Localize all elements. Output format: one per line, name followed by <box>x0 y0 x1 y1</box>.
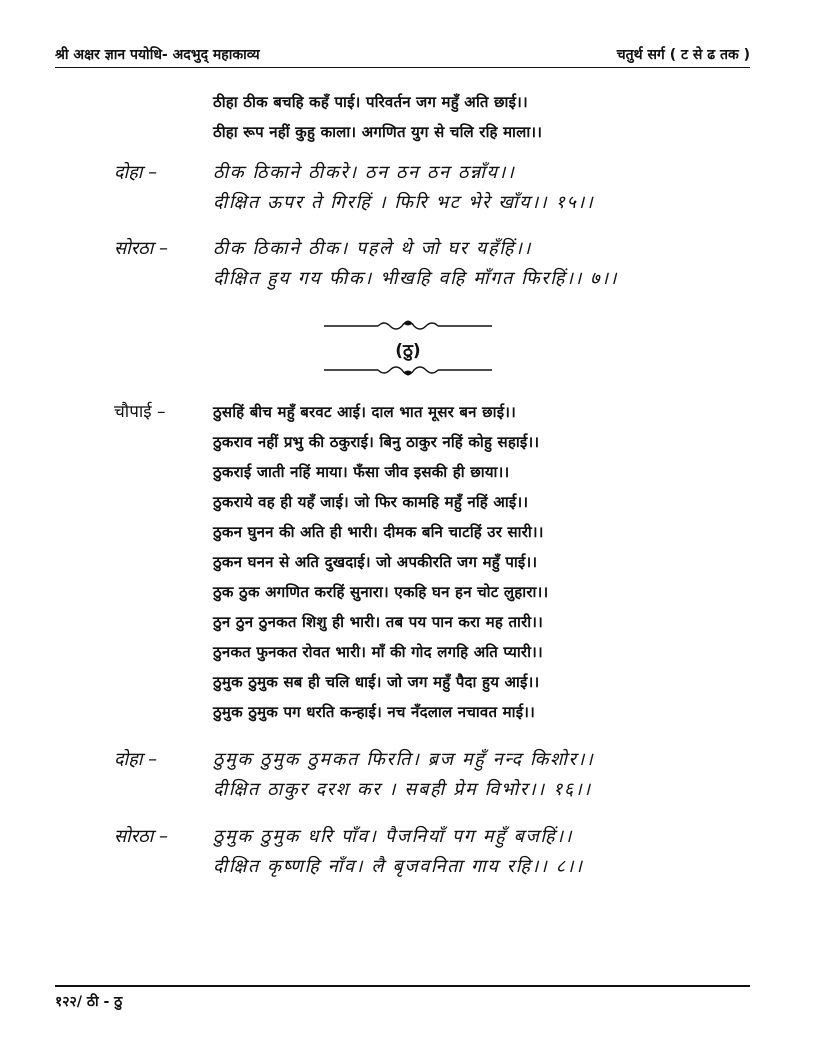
doha-block-2 <box>0 745 816 805</box>
verse-text: ठीहा ठीक बचहि कहँ पाई। परिवर्तन जग महुँ अति छाई।। <box>213 93 528 111</box>
top-ornament <box>320 316 496 334</box>
chaupai-block <box>0 397 816 727</box>
verse-text: ठीहा रूप नहीं कुहु काला। अगणित युग से चलि रहि माला।। <box>213 123 543 141</box>
verse-text: ठुकन घनन से अति दुखदाई। जो अपकीरति जग महुँ पाई।। <box>213 553 538 571</box>
verse-line <box>0 188 816 218</box>
soratha-block-2 <box>0 822 816 882</box>
verse-text: दीक्षित कृष्णहि नाँव। लै बृजवनिता गाय रहि।। ८।। <box>213 856 584 877</box>
verse-line <box>0 517 816 547</box>
doha-block-1 <box>0 158 816 218</box>
footer-divider <box>55 985 750 987</box>
verse-text: ठीक ठिकाने ठीक। पहले थे जो घर यहँहिं।। <box>213 238 532 259</box>
verse-text: ठुमुक ठुमुक पग धरति कन्हाई। नच नँदलाल नचावत माई।। <box>213 703 536 721</box>
verse-line <box>0 577 816 607</box>
verse-text: दीक्षित ऊपर ते गिरहिं । फिरि भट भेरे खाँय।। १५।। <box>213 192 595 213</box>
verse-text: ठुकन घुनन की अति ही भारी। दीमक बनि चाटहिं उर सारी।। <box>213 523 544 541</box>
verse-line <box>0 607 816 637</box>
verse-text: ठुन ठुन ठुनकत शिशु ही भारी। तब पय पान करा मह तारी।। <box>213 613 544 631</box>
chapter-title: चतुर्थ सर्ग ( ट से ढ तक ) <box>616 47 750 63</box>
verse-text: ठुकराव नहीं प्रभु की ठकुराई। बिनु ठाकुर नहिं कोहु सहाई।। <box>213 433 540 451</box>
verse-line <box>0 697 816 727</box>
verse-type-label: दोहा – <box>114 162 158 183</box>
verse-text: ठुमुक ठुमुक धरि पाँव। पैजनियाँ पग महुँ बजहिं।। <box>213 826 574 847</box>
verse-type-label: सोरठा – <box>114 826 169 847</box>
verse-line <box>0 637 816 667</box>
verse-line <box>0 117 816 147</box>
verse-text: ठीक ठिकाने ठीकरे। ठन ठन ठन ठन्नाँय।। <box>213 162 516 183</box>
verse-line <box>0 158 816 188</box>
verse-line <box>0 852 816 882</box>
verse-line <box>0 745 816 775</box>
verse-text: दीक्षित हुय गय फीक। भीखहि वहि माँगत फिरहिं।। ७।। <box>213 268 619 289</box>
page-header <box>55 40 750 64</box>
verse-line <box>0 427 816 457</box>
verse-line <box>0 547 816 577</box>
verse-type-label: सोरठा – <box>114 238 169 259</box>
verse-line <box>0 822 816 852</box>
page-number: १२२/ ठी - ठु <box>55 994 123 1010</box>
verse-text: ठुकराई जाती नहिं माया। फँसा जीव इसकी ही छाया।। <box>213 463 510 481</box>
verse-line <box>0 457 816 487</box>
header-divider <box>55 67 750 68</box>
verse-line <box>0 264 816 294</box>
verse-line <box>0 87 816 117</box>
verse-text: ठुकराये वह ही यहँ जाई। जो फिर कामहि महुँ नहिं आई।। <box>213 493 529 511</box>
verse-text: ठुमुक ठुमुक ठुमकत फिरति। ब्रज महुँ नन्द किशोर।। <box>213 749 595 770</box>
verse-type-label: दोहा – <box>114 749 158 770</box>
verse-line <box>0 667 816 697</box>
top-verse-block <box>0 87 816 147</box>
bottom-ornament <box>320 362 496 380</box>
verse-line <box>0 775 816 805</box>
verse-type-label: चौपाई – <box>114 402 166 422</box>
verse-line <box>0 234 816 264</box>
verse-text: दीक्षित ठाकुर दरश कर । सबही प्रेम विभोर।। १६।। <box>213 779 592 800</box>
soratha-block-1 <box>0 234 816 294</box>
book-title: श्री अक्षर ज्ञान पयोधि- अदभुद् महाकाव्य <box>55 47 260 63</box>
verse-line <box>0 487 816 517</box>
verse-text: ठुमुक ठुमुक सब ही चलि धाई। जो जग महुँ पैदा हुय आई।। <box>213 673 540 691</box>
section-letter: (ठु) <box>395 341 421 361</box>
verse-line <box>0 397 816 427</box>
verse-text: ठुसहिं बीच महुँ बरवट आई। दाल भात मूसर बन छाई।। <box>213 403 517 421</box>
verse-text: ठुक ठुक अगणित करहिं सुनारा। एकहि घन हन चोट लुहारा।। <box>213 583 549 601</box>
verse-text: ठुनकत फुनकत रोवत भारी। माँ की गोद लगहि अति प्यारी।। <box>213 643 543 661</box>
